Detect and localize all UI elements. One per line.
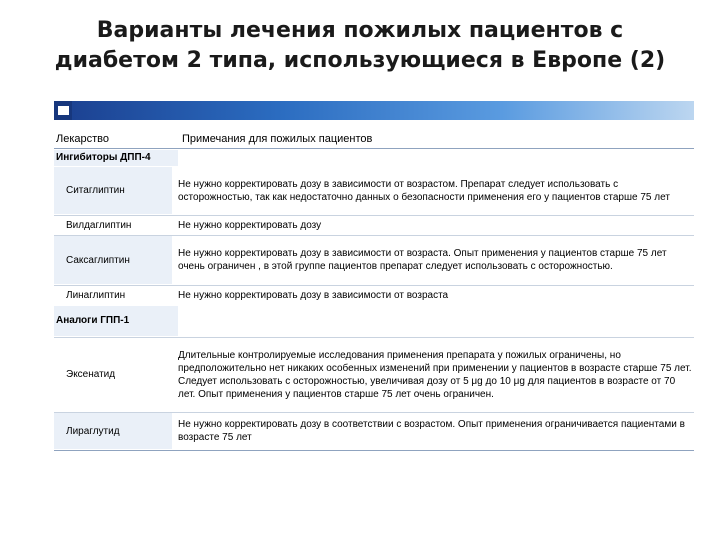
note-cell: Не нужно корректировать дозу в зависимости от возраста. Опыт применения у пациентов старше 75 лет очень ограничен , в этой группе пациентов препарат следует использовать с осторожностью. xyxy=(178,248,667,272)
slide-title xyxy=(0,16,720,76)
drug-cell: Эксенатид xyxy=(66,369,116,380)
note-cell: Не нужно корректировать дозу в зависимости от возраста xyxy=(178,289,449,301)
table-row xyxy=(54,216,694,234)
header-bar-square xyxy=(58,106,69,115)
group-header-dpp4: Ингибиторы ДПП-4 xyxy=(54,150,178,166)
table-row xyxy=(54,413,694,449)
table-row xyxy=(54,236,694,284)
table-row xyxy=(54,167,694,214)
title-line-1: Варианты лечения пожилых пациентов с xyxy=(96,18,624,43)
group-header-glp1: Аналоги ГПП-1 xyxy=(54,306,178,336)
drug-cell: Ситаглиптин xyxy=(54,167,172,214)
column-header-notes: Примечания для пожилых пациентов xyxy=(182,133,373,145)
column-header-drug: Лекарство xyxy=(56,133,110,145)
table-row xyxy=(54,338,694,411)
drug-cell: Линаглиптин xyxy=(66,289,126,301)
table-bottom-border xyxy=(54,450,694,451)
title-line-2: диабетом 2 типа, использующиеся в Европе (2) xyxy=(54,48,666,73)
drug-cell: Вилдаглиптин xyxy=(66,219,132,231)
note-cell: Длительные контролируемые исследования применения препарата у пожилых ограничены, но предположительно нет никаких особенных изменений при применении у пациентов в возрасте старше 75 лет. Следует использовать с осторожностью, увеличивая дозу от 5 μg до 10 μg для пациентов в возрасте от 70 лет. Опыт применения у пациентов старше 75 лет очень ограничен. xyxy=(178,349,692,400)
note-cell: Не нужно корректировать дозу xyxy=(178,219,322,231)
header-divider xyxy=(54,148,694,149)
note-cell: Не нужно корректировать дозу в зависимости от возрастом. Препарат следует использовать с осторожностью, так как недостаточно данных о безопасности применения его у пациентов старше 75 лет xyxy=(178,178,670,203)
note-cell: Не нужно корректировать дозу в соответствии с возрастом. Опыт применения ограничивается пациентами в возрасте 75 лет xyxy=(178,419,685,443)
header-bar xyxy=(54,101,694,120)
drug-cell: Саксаглиптин xyxy=(54,236,172,284)
table-row xyxy=(54,286,694,304)
drug-cell: Лираглутид xyxy=(54,413,172,449)
